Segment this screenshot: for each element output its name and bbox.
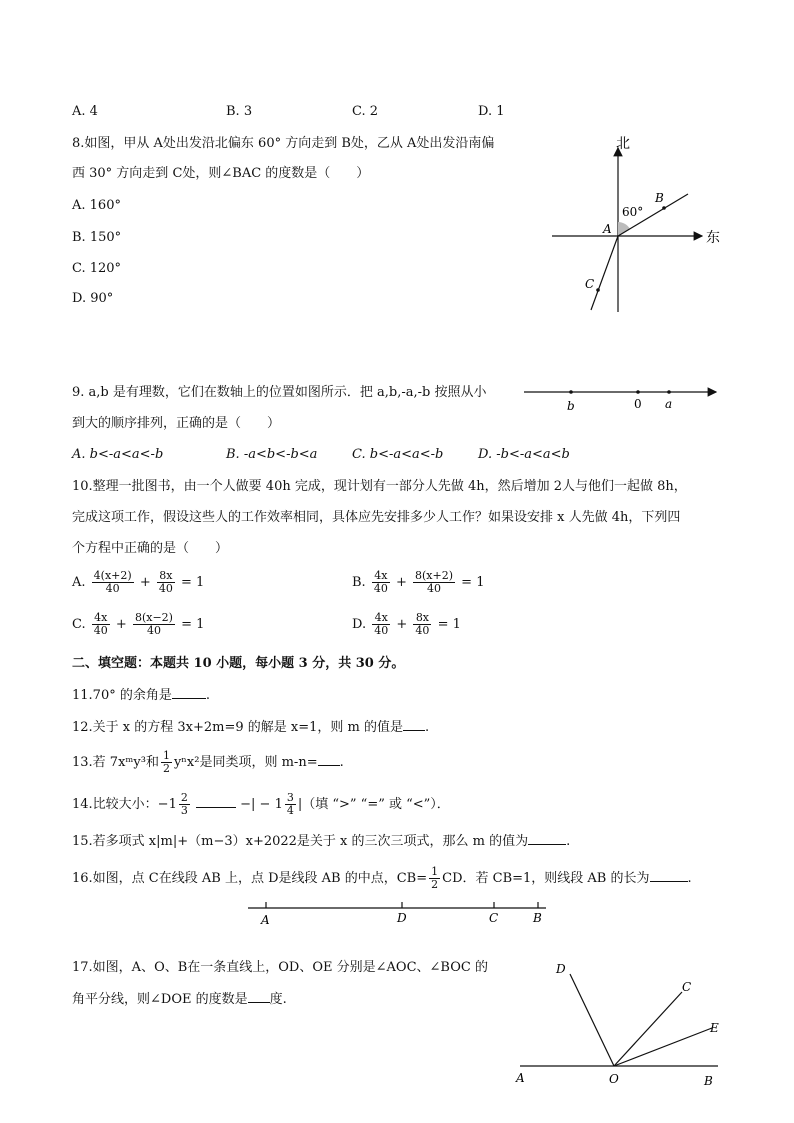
q7-option-c: C. 2 bbox=[352, 104, 379, 119]
q10-option-d: D. $\frac{4x}{40}$ + $\frac{8x}{40}$ = 1 bbox=[352, 611, 461, 637]
ray-oe bbox=[614, 1028, 712, 1066]
q10-stem-line2: 完成这项工作，假设这些人的工作效率相同，具体应先安排多少人工作？如果设安排 x 人先做 4h，下列四 bbox=[72, 510, 681, 525]
q17-stem-line1: 17.如图，A、O、B在一条直线上，OD、OE 分别是∠AOC、∠BOC 的 bbox=[72, 960, 488, 975]
q16-segment-figure bbox=[244, 898, 554, 928]
q7-option-b: B. 3 bbox=[226, 104, 253, 119]
label-b: b bbox=[567, 399, 575, 413]
q15: 15.若多项式 x|m|+（m−3）x+2022是关于 x 的三次三项式，那么 m 的值为 . bbox=[72, 834, 571, 849]
q13-answer-blank bbox=[318, 753, 340, 766]
q8-stem-line1: 8.如图，甲从 A处出发沿北偏东 60° 方向走到 B处，乙从 A处出发沿南偏 bbox=[72, 136, 495, 151]
point-a-mark bbox=[667, 390, 671, 394]
q10-stem-line1: 10.整理一批图书，由一个人做要 40h 完成，现计划有一部分人先做 4h，然后增加 2人与他们一起做 8h， bbox=[72, 479, 687, 494]
label-c: C bbox=[489, 911, 499, 925]
q8-option-d: D. 90° bbox=[72, 291, 114, 306]
q7-option-a: A. 4 bbox=[72, 104, 98, 119]
north-label: 北 bbox=[616, 136, 630, 152]
label-b: B bbox=[655, 191, 664, 205]
q8-option-a: A. 160° bbox=[72, 198, 121, 213]
q9-option-c: C. b<-a<a<-b bbox=[352, 447, 444, 462]
label-a: a bbox=[665, 397, 673, 411]
label-zero: 0 bbox=[634, 397, 642, 411]
east-label: 东 bbox=[706, 230, 720, 246]
point-c bbox=[596, 288, 600, 292]
q10-option-a: A. $\frac{4(x+2)}{40}$ + $\frac{8x}{40}$ = 1 bbox=[72, 569, 205, 595]
q9-stem-line2: 到大的顺序排列，正确的是（ ） bbox=[72, 416, 281, 431]
q8-option-b: B. 150° bbox=[72, 230, 122, 245]
q16-answer-blank bbox=[650, 869, 688, 882]
q10-option-b: B. $\frac{4x}{40}$ + $\frac{8(x+2)}{40}$ = 1 bbox=[352, 569, 485, 595]
label-b: B bbox=[704, 1074, 713, 1088]
point-b-mark bbox=[569, 390, 573, 394]
label-d: D bbox=[556, 962, 566, 976]
angle-label: 60° bbox=[622, 205, 644, 219]
q15-answer-blank bbox=[528, 832, 566, 845]
q9-option-d: D. -b<-a<a<b bbox=[478, 447, 570, 462]
q14-answer-blank bbox=[196, 795, 236, 808]
q8-option-c: C. 120° bbox=[72, 261, 122, 276]
q16: 16.如图，点 C在线段 AB 上，点 D是线段 AB 的中点，CB= $\frac{1}{2}$ CD．若 CB=1，则线段 AB 的长为 . bbox=[72, 865, 692, 891]
section-2-title: 二、填空题：本题共 10 小题，每小题 3 分，共 30 分。 bbox=[72, 656, 405, 671]
label-b: B bbox=[533, 911, 542, 925]
ray-ac bbox=[591, 236, 618, 310]
ray-od bbox=[570, 974, 614, 1066]
ray-oc bbox=[614, 992, 682, 1066]
label-a: A bbox=[516, 1071, 525, 1085]
label-o: O bbox=[609, 1072, 619, 1086]
q11-answer-blank bbox=[172, 686, 206, 699]
q8-compass-figure bbox=[548, 132, 758, 317]
label-c: C bbox=[585, 277, 595, 291]
label-a: A bbox=[261, 913, 270, 927]
q12: 12.关于 x 的方程 3x+2m=9 的解是 x=1，则 m 的值是 . bbox=[72, 720, 430, 735]
label-e: E bbox=[710, 1021, 719, 1035]
point-b bbox=[662, 206, 666, 210]
q9-stem-line1: 9. a,b 是有理数，它们在数轴上的位置如图所示．把 a,b,-a,-b 按照从小 bbox=[72, 385, 487, 400]
q10-stem-line3: 个方程中正确的是（ ） bbox=[72, 541, 229, 556]
q14: 14.比较大小：−1 $\frac{2}{3}$ −| − 1 $\frac{3}{4}$ |（填 “>” “=” 或 “<”）． bbox=[72, 791, 450, 817]
q7-option-d: D. 1 bbox=[478, 104, 505, 119]
q9-option-a: A. b<-a<a<-b bbox=[72, 447, 164, 462]
q11: 11.70° 的余角是 . bbox=[72, 688, 210, 703]
q8-stem-line2: 西 30° 方向走到 C处，则∠BAC 的度数是（ ） bbox=[72, 166, 370, 181]
label-a: A bbox=[603, 222, 612, 236]
q17-answer-blank bbox=[248, 990, 270, 1003]
q17-stem-line2: 角平分线，则∠DOE 的度数是 度. bbox=[72, 992, 287, 1007]
q10-option-c: C. $\frac{4x}{40}$ + $\frac{8(x-2)}{40}$ = 1 bbox=[72, 611, 205, 637]
q9-option-b: B. -a<b<-b<a bbox=[226, 447, 318, 462]
point-zero-mark bbox=[636, 390, 640, 394]
q17-angle-figure bbox=[510, 956, 742, 1092]
label-d: D bbox=[397, 911, 407, 925]
label-c: C bbox=[682, 980, 692, 994]
q9-number-line bbox=[518, 382, 724, 414]
q13: 13.若 7xᵐy³和 $\frac{1}{2}$ yⁿx²是同类项，则 m-n= . bbox=[72, 749, 344, 775]
angle-mark bbox=[618, 222, 630, 236]
q12-answer-blank bbox=[403, 718, 425, 731]
